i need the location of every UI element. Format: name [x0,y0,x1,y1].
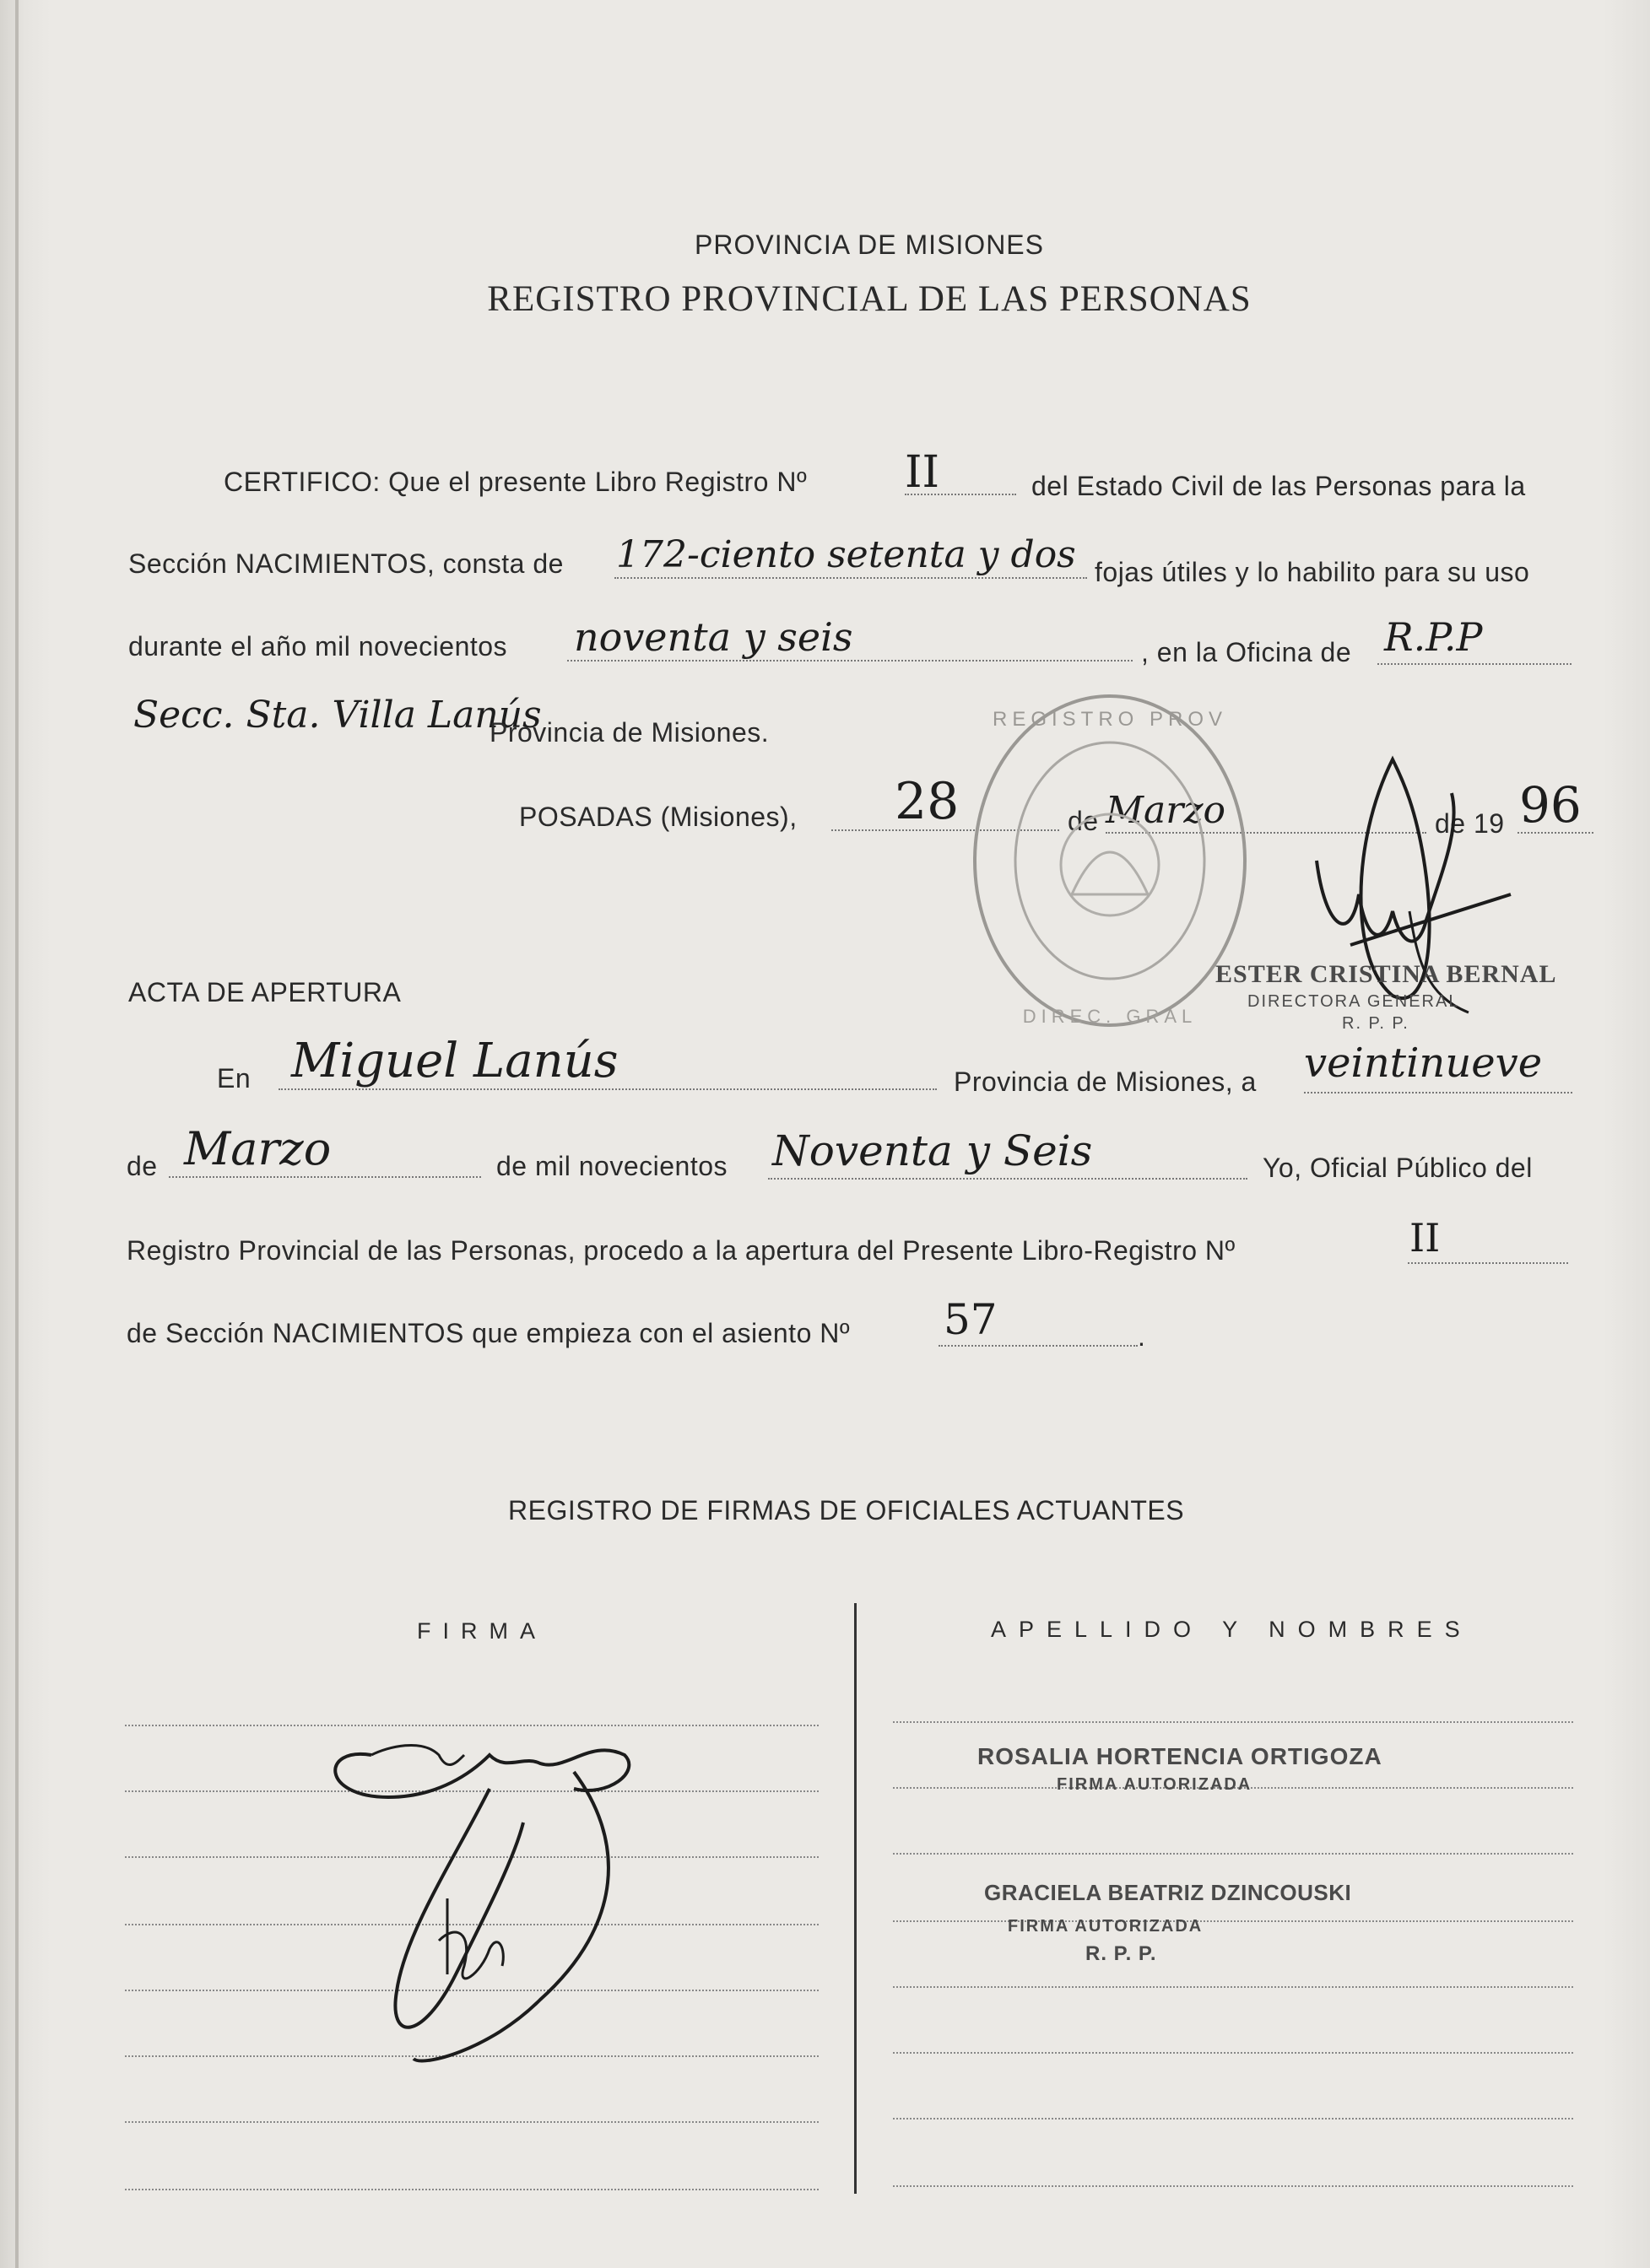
registry-heading: REGISTRO PROVINCIAL DE LAS PERSONAS [487,279,1252,319]
acta-book-dots [1408,1262,1568,1264]
acta-book-number: II [1409,1215,1441,1261]
officer2-org-stamp: R. P. P. [1085,1942,1157,1965]
firma-rule [125,2121,819,2123]
acta-line2-text-c: Yo, Oficial Público del [1263,1153,1533,1183]
officer-signatures [321,1721,641,2076]
firma-rule [125,2189,819,2190]
nombres-rule [893,2185,1573,2187]
acta-month-dots [169,1176,481,1178]
acta-entry-handwritten: 57 [944,1295,998,1344]
acta-line4-text: de Sección NACIMIENTOS que empieza con el asiento Nº [127,1318,851,1348]
cert-line3-text-a: durante el año mil novecientos [128,631,508,662]
nombres-rule [893,2052,1573,2054]
province-heading: PROVINCIA DE MISIONES [695,230,1044,260]
acta-year-handwritten: Noventa y Seis [772,1126,1093,1175]
officer1-name-stamp: ROSALIA HORTENCIA ORTIGOZA [977,1743,1382,1769]
director-org-stamp: R. P. P. [1342,1014,1409,1033]
cert-office-handwritten: R.P.P [1384,614,1483,660]
cert-office-dots [1377,663,1572,665]
officer1-caption-stamp: FIRMA AUTORIZADA [1057,1775,1252,1794]
cert-line2-text-a: Sección NACIMIENTOS, consta de [128,548,564,579]
cert-year-handwritten: noventa y seis [574,614,853,660]
officer2-name-stamp: GRACIELA BEATRIZ DZINCOUSKI [984,1880,1352,1905]
signatures-title: REGISTRO DE FIRMAS DE OFICIALES ACTUANTES [508,1495,1185,1526]
cert-line1-text-b: del Estado Civil de las Personas para la [1031,471,1526,501]
acta-line2-de: de [127,1151,158,1181]
cert-line1-text-a: CERTIFICO: Que el presente Libro Registro Nº [224,467,808,497]
cert-day-handwritten: 28 [895,772,960,831]
cert-pages-dots [614,577,1087,579]
nombres-rule [893,1721,1573,1723]
nombres-rule [893,1920,1573,1922]
director-role-stamp: DIRECTORA GENERAL [1247,992,1460,1011]
acta-line1-en: En [217,1063,252,1094]
cert-year-dots [567,660,1133,662]
acta-place-dots [279,1088,937,1090]
cert-line2-text-b: fojas útiles y lo habilito para su uso [1095,557,1530,587]
column-divider [854,1603,857,2194]
cert-line3-text-b: , en la Oficina de [1141,637,1352,667]
binding-edge [15,0,19,2268]
column-firma-heading: FIRMA [417,1618,547,1644]
cert-month-handwritten: Marzo [1106,789,1225,832]
acta-line3-text: Registro Provincial de las Personas, procedo a la apertura del Presente Libro-Registro Nº [127,1235,1236,1266]
acta-day-dots [1304,1092,1572,1094]
cert-book-number: II [905,447,940,498]
cert-date-de-year: de 19 [1435,808,1505,839]
nombres-rule [893,1853,1573,1855]
cert-pages-handwritten: 172-ciento setenta y dos [616,533,1076,576]
cert-year-suffix-handwritten: 96 [1519,776,1582,834]
acta-line2-text-b: de mil novecientos [496,1151,728,1181]
acta-year-dots [768,1178,1247,1180]
director-name-stamp: ESTER CRISTINA BERNAL [1215,960,1557,988]
svg-text:REGISTRO PROV: REGISTRO PROV [992,708,1228,731]
cert-office-section-handwritten: Secc. Sta. Villa Lanús [133,694,542,737]
nombres-rule [893,2118,1573,2120]
acta-line1-text-b: Provincia de Misiones, a [954,1066,1257,1097]
acta-title: ACTA DE APERTURA [128,977,402,1007]
acta-place-handwritten: Miguel Lanús [291,1034,619,1088]
acta-line4-end: . [1138,1321,1146,1352]
nombres-rule [893,1986,1573,1988]
acta-day-handwritten: veintinueve [1304,1040,1543,1087]
svg-text:DIREC. GRAL: DIREC. GRAL [1022,1006,1198,1027]
cert-date-de: de [1068,806,1099,836]
column-nombres-heading: APELLIDO Y NOMBRES [991,1617,1473,1642]
acta-month-handwritten: Marzo [184,1122,332,1175]
cert-date-prefix: POSADAS (Misiones), [519,802,798,832]
cert-line4-text-b: Provincia de Misiones. [490,717,770,748]
official-seal [971,692,1249,1046]
acta-entry-dots [939,1345,1138,1347]
officer2-caption-stamp: FIRMA AUTORIZADA [1008,1917,1204,1936]
